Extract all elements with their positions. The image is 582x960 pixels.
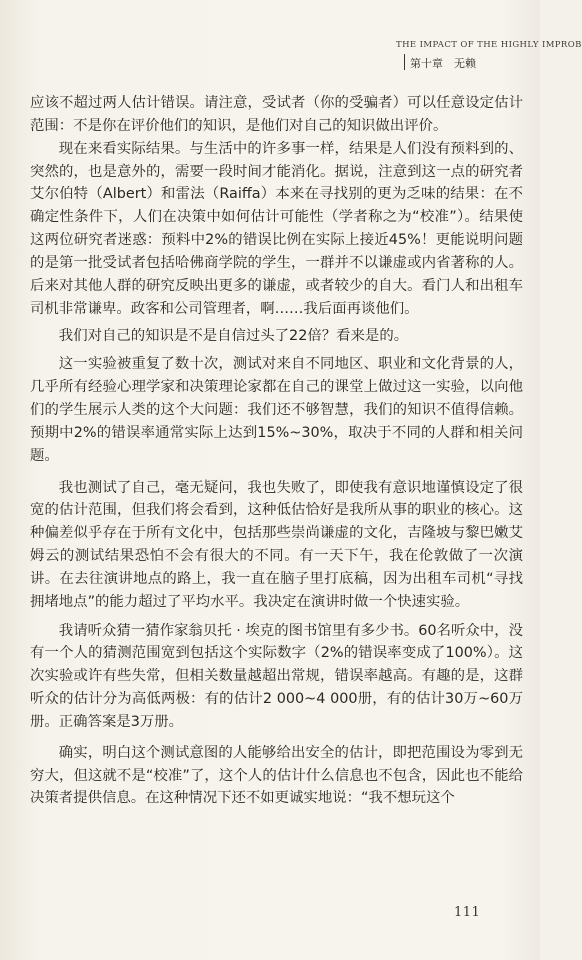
- header-divider: [404, 54, 405, 70]
- running-title: THE IMPACT OF THE HIGHLY IMPROB: [396, 40, 582, 50]
- paragraph: 我们对自己的知识是不是自信过头了22倍？看来是的。: [58, 328, 409, 345]
- body-text: [30, 92, 523, 810]
- paragraph: 我也测试了自己，毫无疑问，我也失败了，即使我有意识地谨慎设定了很宽的估计范围，但我们将会看到，这种低估恰好是我所从事的职业的核心。这种偏差似乎存在于所有文化中，包括那些崇尚谦虚的文化，吉隆坡与黎巴嫩艾姆云的测试结果恐怕不会有很大的不同。有一天下午，我在伦敦做了一次演讲。在去往演讲地点的路上，我一直在脑子里打底稿，因为出租车司机“寻找拥堵地点”的能力超过了平均水平。我决定在演讲时做一个快速实验。: [30, 479, 523, 610]
- paragraph: 现在来看实际结果。与生活中的许多事一样，结果是人们没有预料到的、突然的，也是意外的，需要一段时间才能消化。据说，注意到这一点的研究者艾尔伯特（Albert）和雷法（Raiffa）本来在寻找别的更为乏味的结果：在不确定性条件下，人们在决策中如何估计可能性（学者称之为“校准”）。结果使这两位研究者迷惑：预料中2%的错误比例在实际上接近45%！更能说明问题的是第一批受试者包括哈佛商学院的学生，一群并不以谦虚或内省著称的人。后来对其他人群的研究反映出更多的谦虚，或者较少的自大。看门人和出租车司机非常谦卑。政客和公司管理者，啊……我后面再谈他们。: [30, 140, 523, 317]
- page-number: 111: [454, 905, 481, 920]
- chapter-label: 第十章 无赖: [410, 57, 476, 70]
- paragraph: 我请听众猜一猜作家翁贝托 · 埃克的图书馆里有多少书。60名听众中，没有一个人的猜测范围宽到包括这个实际数字（2%的错误率变成了100%）。这次实验或许有些失常，但相关数量越超出常规，错误率越高。有趣的是，这群听众的估计分为高低两极：有的估计2 000~4 000册，有的估计30万~60万册。正确答案是3万册。: [30, 622, 523, 730]
- paragraph-continued: 应该不超过两人估计错误。请注意，受试者（你的受骗者）可以任意设定估计范围：不是你在评价他们的知识，是他们对自己的知识做出评价。: [30, 95, 523, 134]
- paragraph: 这一实验被重复了数十次，测试对来自不同地区、职业和文化背景的人，几乎所有经验心理学家和决策理论家都在自己的课堂上做过这一实验，以向他们的学生展示人类的这个大问题：我们还不够智慧，我们的知识不值得信赖。预期中2%的错误率通常实际上达到15%~30%，取决于不同的人群和相关问题。: [30, 356, 523, 464]
- paragraph: 确实，明白这个测试意图的人能够给出安全的估计，即把范围设为零到无穷大，但这就不是“校准”了，这个人的估计什么信息也不包含，因此也不能给决策者提供信息。在这种情况下还不如更诚实地说：“我不想玩这个: [30, 744, 523, 807]
- running-header: [340, 40, 582, 74]
